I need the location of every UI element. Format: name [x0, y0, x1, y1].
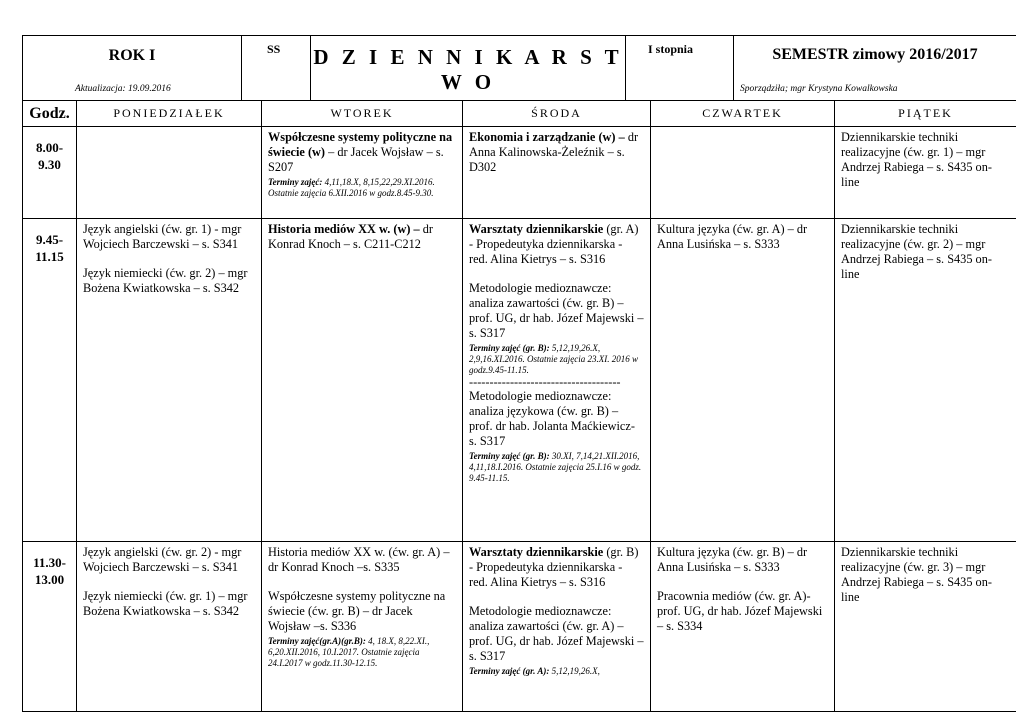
terms-dates: 4,11,18.X, 8,15,22,29.XI.2016. Ostatnie zajęcia 6.XII.2016 w godz.8.45-9.30.: [268, 177, 435, 198]
prepared-by: Sporządziła; mgr Krystyna Kowalkowska: [740, 84, 898, 94]
terms-label: Terminy zajęć (gr. A):: [469, 666, 550, 676]
course-terms: [268, 636, 456, 669]
cell-monday: [77, 127, 262, 219]
course-title: Warsztaty dziennikarskie: [469, 545, 604, 559]
year-cell: [23, 36, 242, 101]
course-title: Warsztaty dziennikarskie: [469, 222, 604, 236]
timetable: [22, 100, 1016, 712]
spacer: [657, 575, 828, 589]
col-hours: Godz.: [23, 101, 77, 127]
time-start: 11.30-: [33, 555, 66, 570]
cell-monday: [77, 542, 262, 712]
cell-friday: Dziennikarskie techniki realizacyjne (ćw. gr. 1) – mgr Andrzej Rabiega – s. S435 on-line: [835, 127, 1017, 219]
time-end: 9.30: [38, 157, 61, 172]
cell-wednesday: [463, 542, 651, 712]
table-row: [23, 542, 1017, 712]
cell-tuesday: [262, 127, 463, 219]
course-entry: Język niemiecki (ćw. gr. 2) – mgr Bożena Kwiatkowska – s. S342: [83, 266, 248, 295]
course-entry: Kultura języka (ćw. gr. B) – dr Anna Lusińska – s. S333: [657, 545, 808, 574]
cell-tuesday: [262, 542, 463, 712]
course-entry: Współczesne systemy polityczne na świecie (ćw. gr. B) – dr Jacek Wojsław –s. S336: [268, 589, 446, 633]
course-details: (gr. A) - Propedeutyka dziennikarska - red. Alina Kietrys – s. S316: [469, 222, 639, 266]
col-wednesday: ŚRODA: [463, 101, 651, 127]
spacer: [83, 252, 255, 266]
col-monday: PONIEDZIAŁEK: [77, 101, 262, 127]
col-friday: PIĄTEK: [835, 101, 1017, 127]
cell-wednesday: [463, 219, 651, 542]
time-slot: [23, 542, 77, 712]
schedule-sheet: [22, 35, 1016, 725]
time-end: 13.00: [34, 572, 65, 587]
course-terms: [469, 451, 644, 484]
course-entry: [469, 545, 644, 590]
cell-thursday: [651, 542, 835, 712]
course-details: dr Konrad Knoch – s. C211-C212: [268, 222, 433, 251]
time-slot: [23, 127, 77, 219]
col-thursday: CZWARTEK: [651, 101, 835, 127]
semester-cell: [734, 36, 1017, 101]
course-details: (gr. B) - Propedeutyka dziennikarska - red. Alina Kietrys – s. S316: [469, 545, 639, 589]
separator: -------------------------------------: [469, 376, 621, 389]
terms-label: Terminy zajęć:: [268, 177, 323, 187]
cell-thursday: [651, 127, 835, 219]
study-mode: SS: [242, 36, 311, 101]
course-entry: Metodologie medioznawcze: analiza zawartości (ćw. gr. B) – prof. UG, dr hab. Józef Majewski – s. S317: [469, 281, 644, 340]
degree-level: I stopnia: [626, 36, 734, 101]
spacer: [469, 590, 644, 604]
table-row: [23, 219, 1017, 542]
table-row: [23, 127, 1017, 219]
field-of-study-title: D Z I E N N I K A R S T W O: [311, 36, 626, 101]
cell-tuesday: [262, 219, 463, 542]
course-title: Historia mediów XX w. (w) –: [268, 222, 420, 236]
course-entry: [469, 222, 644, 267]
course-details: dr Anna Kalinowska-Żeleźnik – s. D302: [469, 130, 639, 174]
spacer: [469, 267, 644, 281]
course-terms: [469, 666, 644, 677]
course-terms: [268, 177, 456, 199]
course-entry: Język angielski (ćw. gr. 2) - mgr Wojciech Barczewski – s. S341: [83, 545, 242, 574]
semester-label: SEMESTR zimowy 2016/2017: [772, 46, 978, 63]
cell-monday: [77, 219, 262, 542]
spacer: [83, 575, 255, 589]
course-entry: Historia mediów XX w. (ćw. gr. A) – dr Konrad Knoch –s. S335: [268, 545, 450, 574]
column-headers: [23, 101, 1017, 127]
terms-dates: 5,12,19,26.X,: [549, 666, 600, 676]
cell-thursday: Kultura języka (ćw. gr. A) – dr Anna Lusińska – s. S333: [651, 219, 835, 542]
year-label: ROK I: [108, 47, 156, 64]
terms-dates: 30.XI, 7,14,21.XII.2016, 4,11,18.I.2016. Ostatnie zajęcia 25.I.16 w godz. 9.45-11.15.: [469, 451, 642, 483]
terms-label: Terminy zajęć(gr.A)(gr.B):: [268, 636, 366, 646]
course-details: – dr Jacek Wojsław – s. S207: [268, 145, 444, 174]
time-slot: [23, 219, 77, 542]
course-entry: Metodologie medioznawcze: analiza zawartości (ćw. gr. A) – prof. UG, dr hab. Józef Majewski – s. S317: [469, 604, 644, 663]
course-entry: Język niemiecki (ćw. gr. 1) – mgr Bożena Kwiatkowska – s. S342: [83, 589, 248, 618]
update-date: Aktualizacja: 19.09.2016: [75, 84, 171, 94]
course-title: Ekonomia i zarządzanie (w) –: [469, 130, 625, 144]
col-tuesday: WTOREK: [262, 101, 463, 127]
course-entry: Metodologie medioznawcze: analiza językowa (ćw. gr. B) – prof. dr hab. Jolanta Maćkiewicz- s. S317: [469, 389, 635, 448]
time-end: 11.15: [35, 249, 64, 264]
cell-wednesday: [463, 127, 651, 219]
terms-dates: 5,12,19,26.X, 2,9,16.XI.2016. Ostatnie zajęcia 23.XI. 2016 w godz.9.45-11.15.: [469, 343, 638, 375]
course-terms: [469, 343, 644, 376]
spacer: [268, 575, 456, 589]
time-start: 9.45-: [35, 232, 64, 247]
course-entry: Pracownia mediów (ćw. gr. A)- prof. UG, dr hab. Józef Majewski – s. S334: [657, 589, 823, 633]
time-start: 8.00-: [35, 140, 64, 155]
terms-label: Terminy zajęć (gr. B):: [469, 343, 550, 353]
terms-dates: 4, 18.X, 8,22.XI., 6,20.XII.2016, 10.I.2017. Ostatnie zajęcia 24.I.2017 w godz.11.30-12.15.: [268, 636, 430, 668]
course-entry: Język angielski (ćw. gr. 1) - mgr Wojciech Barczewski – s. S341: [83, 222, 242, 251]
course-title: Współczesne systemy polityczne na świecie (w): [268, 130, 453, 159]
cell-friday: Dziennikarskie techniki realizacyjne (ćw. gr. 2) – mgr Andrzej Rabiega – s. S435 on-line: [835, 219, 1017, 542]
terms-label: Terminy zajęć (gr. B):: [469, 451, 550, 461]
header-table: [22, 35, 1016, 101]
cell-friday: Dziennikarskie techniki realizacyjne (ćw. gr. 3) – mgr Andrzej Rabiega – s. S435 on-line: [835, 542, 1017, 712]
